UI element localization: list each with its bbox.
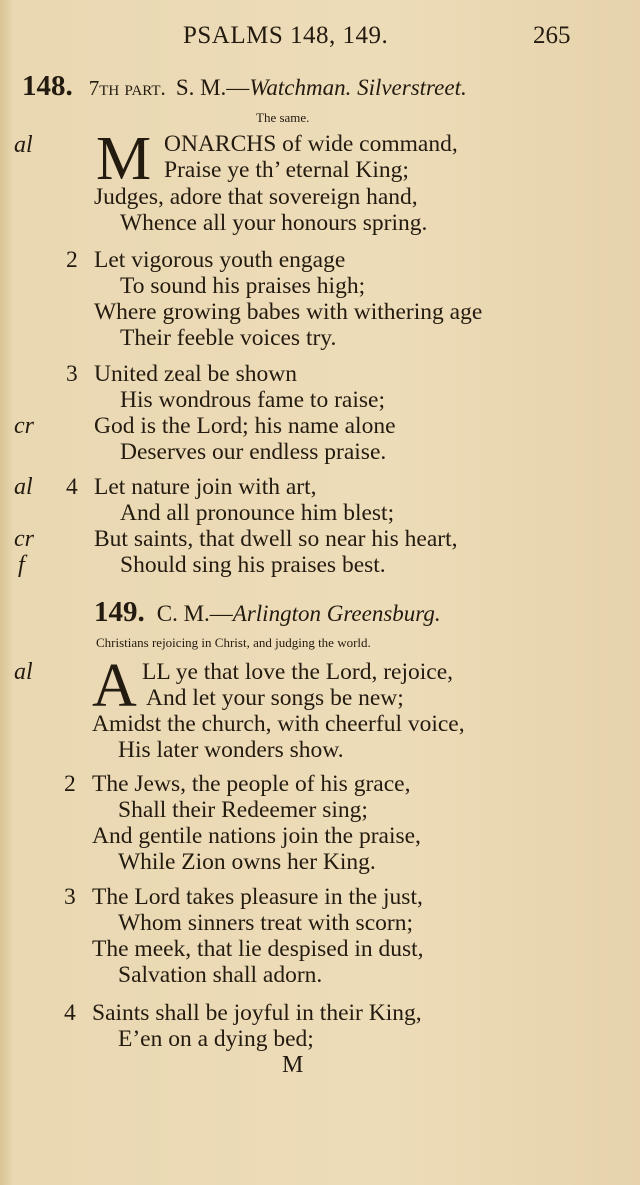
stanza-number: 4 — [64, 1000, 76, 1026]
hymn-subtitle: Christians rejoicing in Christ, and judging the world. — [96, 635, 371, 650]
verse-line: LL ye that love the Lord, rejoice, — [142, 659, 454, 685]
hymn-meter: C. M.— — [156, 601, 233, 626]
hymn-number: 149. — [94, 596, 145, 628]
drop-cap: A — [92, 652, 137, 720]
running-header-title: PSALMS 148, 149. — [183, 22, 389, 49]
verse-line: Their feeble voices try. — [120, 325, 337, 351]
verse-line: Where growing babes with withering age — [94, 299, 483, 325]
verse-line: ONARCHS of wide command, — [164, 131, 458, 157]
hymn-149-heading — [94, 596, 441, 629]
verse-line: And gentile nations join the praise, — [92, 823, 421, 849]
signature-mark: M — [282, 1052, 304, 1078]
verse-line: His wondrous fame to raise; — [120, 387, 385, 413]
verse-line: While Zion owns her King. — [118, 849, 376, 875]
verse-line: God is the Lord; his name alone — [94, 413, 396, 439]
hymn-tunes: Watchman. Silverstreet. — [249, 75, 467, 100]
verse-line: His later wonders show. — [118, 737, 344, 763]
verse-line: But saints, that dwell so near his heart, — [94, 526, 458, 552]
dynamic-marking: al — [14, 474, 33, 500]
hymn-meter: S. M.— — [175, 75, 250, 100]
verse-line: Deserves our endless praise. — [120, 439, 387, 465]
verse-line: Amidst the church, with cheerful voice, — [92, 711, 465, 737]
verse-line: And let your songs be new; — [146, 685, 404, 711]
hymn-tunes: Arlington Greensburg. — [232, 601, 441, 626]
verse-line: Let nature join with art, — [94, 474, 317, 500]
dynamic-marking: f — [18, 552, 25, 578]
stanza-number: 3 — [66, 361, 78, 387]
verse-line: Judges, adore that sovereign hand, — [94, 184, 418, 210]
verse-line: Saints shall be joyful in their King, — [92, 1000, 422, 1026]
hymn-part: 7th part. — [88, 76, 166, 100]
hymn-148-heading — [22, 70, 467, 103]
verse-line: Whom sinners treat with scorn; — [118, 910, 413, 936]
verse-line: Praise ye th’ eternal King; — [164, 157, 409, 183]
dynamic-marking: al — [14, 132, 33, 158]
drop-cap: M — [96, 125, 152, 193]
stanza-number: 3 — [64, 884, 76, 910]
hymn-subtitle: The same. — [256, 110, 310, 125]
verse-line: Whence all your honours spring. — [120, 210, 428, 236]
verse-line: Salvation shall adorn. — [118, 962, 323, 988]
stanza-number: 2 — [66, 247, 78, 273]
dynamic-marking: cr — [14, 526, 34, 552]
verse-line: The Lord takes pleasure in the just, — [92, 884, 423, 910]
stanza-number: 2 — [64, 771, 76, 797]
verse-line: United zeal be shown — [94, 361, 297, 387]
dynamic-marking: cr — [14, 413, 34, 439]
dynamic-marking: al — [14, 659, 33, 685]
verse-line: E’en on a dying bed; — [118, 1026, 314, 1052]
verse-line: Let vigorous youth engage — [94, 247, 346, 273]
verse-line: Should sing his praises best. — [120, 552, 386, 578]
verse-line: To sound his praises high; — [120, 273, 366, 299]
verse-line: Shall their Redeemer sing; — [118, 797, 368, 823]
verse-line: And all pronounce him blest; — [120, 500, 395, 526]
page-number: 265 — [533, 22, 571, 49]
hymn-number: 148. — [22, 70, 73, 102]
verse-line: The meek, that lie despised in dust, — [92, 936, 424, 962]
verse-line: The Jews, the people of his grace, — [92, 771, 411, 797]
stanza-number: 4 — [66, 474, 78, 500]
